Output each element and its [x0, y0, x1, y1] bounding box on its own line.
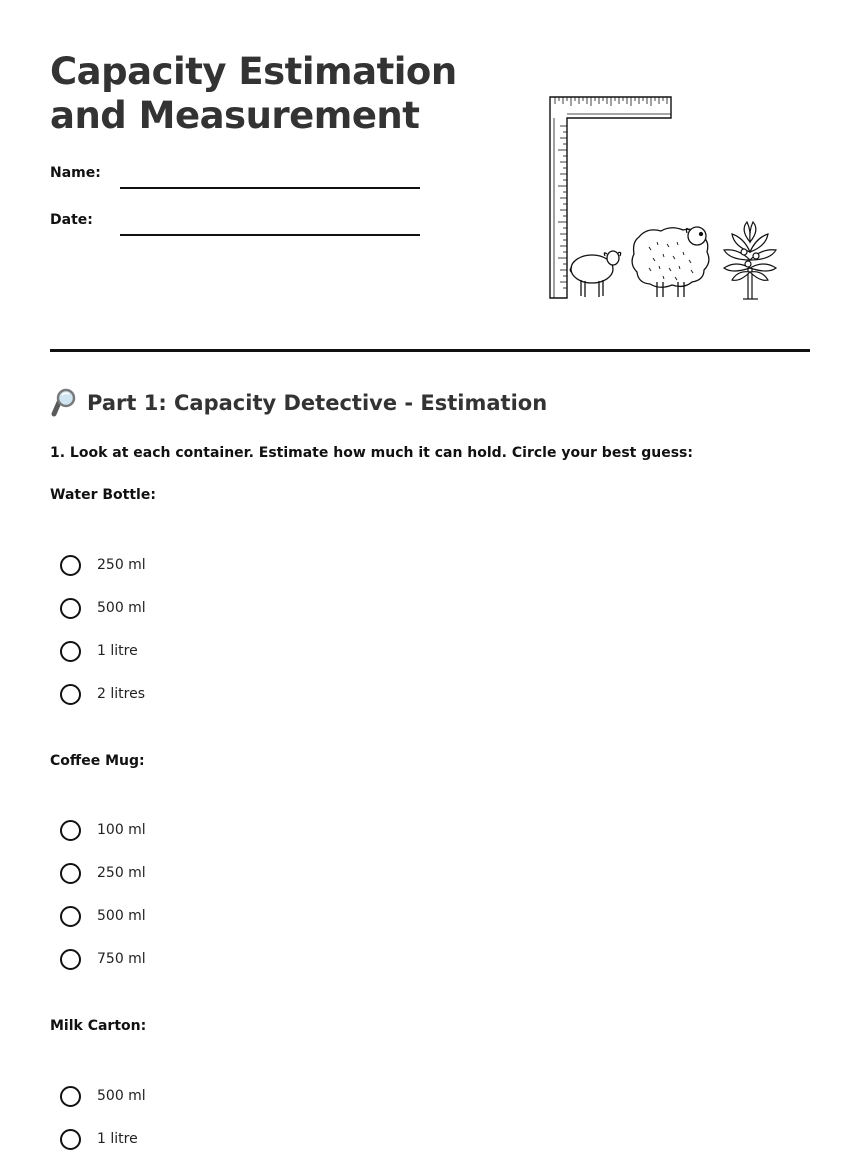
option-label: 250 ml: [97, 557, 146, 573]
option-coffee-mug-3[interactable]: [60, 903, 146, 929]
page-title: Capacity Estimation and Measurement: [50, 50, 457, 137]
section-divider: [50, 349, 810, 352]
radio-circle[interactable]: [60, 949, 81, 970]
part1-heading-text: Part 1: Capacity Detective - Estimation: [87, 391, 548, 415]
option-label: 750 ml: [97, 951, 146, 967]
option-coffee-mug-1[interactable]: [60, 817, 146, 843]
radio-circle[interactable]: [60, 641, 81, 662]
magnifying-glass-icon: [50, 388, 80, 418]
radio-circle[interactable]: [60, 1129, 81, 1150]
large-sheep-icon: [632, 227, 709, 297]
option-label: 500 ml: [97, 908, 146, 924]
option-water-bottle-2[interactable]: [60, 595, 146, 621]
question-1: 1. Look at each container. Estimate how much it can hold. Circle your best guess:: [50, 445, 693, 461]
option-label: 1 litre: [97, 643, 138, 659]
item-label-milk-carton: Milk Carton:: [50, 1018, 147, 1034]
option-water-bottle-3[interactable]: [60, 638, 138, 664]
radio-circle[interactable]: [60, 1086, 81, 1107]
option-milk-carton-1[interactable]: [60, 1083, 146, 1109]
option-coffee-mug-2[interactable]: [60, 860, 146, 886]
item-label-water-bottle: Water Bottle:: [50, 487, 156, 503]
option-label: 500 ml: [97, 600, 146, 616]
radio-circle[interactable]: [60, 863, 81, 884]
part1-heading: [50, 388, 547, 418]
radio-circle[interactable]: [60, 820, 81, 841]
option-water-bottle-4[interactable]: [60, 681, 145, 707]
small-sheep-icon: [570, 251, 620, 297]
radio-circle[interactable]: [60, 906, 81, 927]
option-water-bottle-1[interactable]: [60, 552, 146, 578]
option-label: 2 litres: [97, 686, 145, 702]
option-coffee-mug-4[interactable]: [60, 946, 146, 972]
radio-circle[interactable]: [60, 555, 81, 576]
option-label: 1 litre: [97, 1131, 138, 1147]
name-field: [50, 163, 430, 193]
item-label-coffee-mug: Coffee Mug:: [50, 753, 145, 769]
option-label: 500 ml: [97, 1088, 146, 1104]
date-input-line[interactable]: [120, 234, 420, 236]
measurement-illustration: [545, 92, 795, 307]
option-milk-carton-2[interactable]: [60, 1126, 138, 1152]
date-label: Date:: [50, 212, 93, 228]
name-input-line[interactable]: [120, 187, 420, 189]
option-label: 100 ml: [97, 822, 146, 838]
name-label: Name:: [50, 165, 101, 181]
radio-circle[interactable]: [60, 598, 81, 619]
date-field: [50, 210, 430, 240]
radio-circle[interactable]: [60, 684, 81, 705]
tree-icon: [724, 222, 776, 299]
option-label: 250 ml: [97, 865, 146, 881]
